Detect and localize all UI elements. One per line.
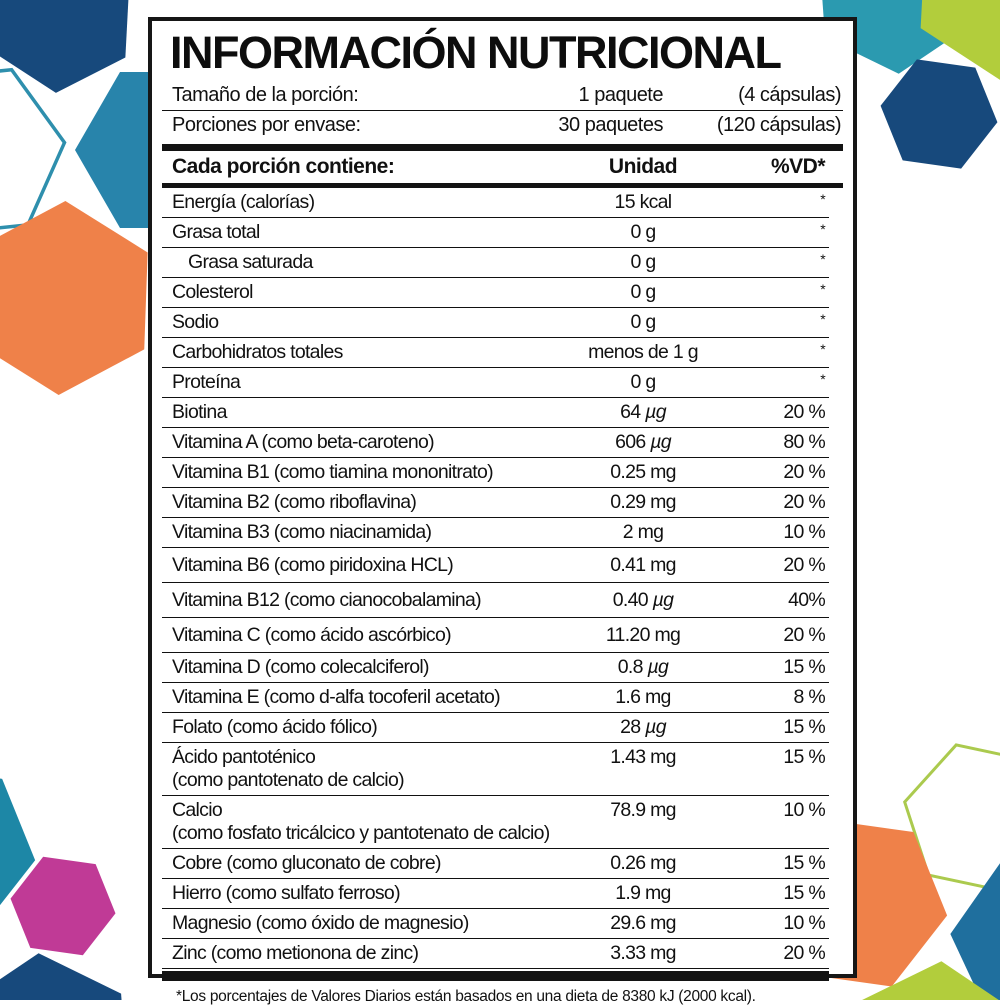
table-row — [162, 618, 829, 653]
nutrient-unit: µg — [650, 431, 671, 453]
nutrient-amount: 0 g — [630, 221, 656, 243]
nutrient-amount: 0.41 mg — [610, 553, 676, 576]
nutrient-unit: g — [687, 341, 698, 363]
nutrient-daily-value: 15 % — [783, 852, 825, 874]
nutrient-name: Vitamina C (como ácido ascórbico) — [172, 623, 451, 646]
nutrient-amount: 28 µg — [620, 716, 666, 738]
nutrient-name-second-line: (como fosfato tricálcico y pantotenato de calcio) — [172, 822, 550, 844]
nutrient-name: Vitamina B2 (como riboflavina) — [172, 491, 417, 513]
header-per-serving: Cada porción contiene: — [172, 155, 395, 178]
nutrient-name: Folato (como ácido fólico) — [172, 716, 378, 738]
nutrient-amount: menos de 1 g — [588, 341, 698, 363]
table-row — [162, 849, 829, 879]
nutrient-daily-value: 20 % — [783, 942, 825, 964]
nutrient-amount: 1.6 mg — [615, 686, 671, 708]
nutrient-amount: 1.43 mg — [610, 746, 676, 768]
servings-per-container-capsules: (120 cápsulas) — [716, 114, 841, 136]
nutrient-daily-value: * — [820, 281, 825, 297]
header-daily-value: %VD* — [770, 155, 825, 178]
nutrient-unit: mg — [645, 882, 671, 904]
serving-size-capsules: (4 cápsulas) — [738, 84, 841, 106]
nutrient-unit: mg — [650, 553, 676, 576]
nutrient-unit: g — [645, 311, 656, 333]
servings-per-container-row — [162, 111, 843, 140]
nutrient-name: Ácido pantoténico — [172, 746, 316, 768]
nutrient-unit: g — [645, 371, 656, 393]
hex-navy-bottom-left — [0, 948, 131, 1000]
nutrient-daily-value: 40% — [788, 588, 825, 611]
serving-size-qty: 1 paquete — [578, 84, 663, 106]
nutrient-name: Vitamina B6 (como piridoxina HCL) — [172, 553, 454, 576]
nutrient-unit: mg — [650, 852, 676, 874]
nutrient-daily-value: * — [820, 191, 825, 207]
nutrient-amount: 15 kcal — [614, 191, 672, 213]
hex-navy-top-right — [873, 55, 1000, 172]
nutrient-unit: mg — [637, 521, 664, 543]
nutrient-amount: 0.40 µg — [612, 588, 674, 611]
nutrient-name: Colesterol — [172, 281, 253, 303]
table-row — [162, 743, 829, 796]
nutrient-name: Proteína — [172, 371, 241, 393]
nutrient-unit: µg — [645, 716, 666, 738]
nutrient-unit: mg — [645, 686, 671, 708]
table-row — [162, 583, 829, 618]
nutrient-amount: 0 g — [630, 251, 656, 273]
nutrient-name: Grasa saturada — [188, 251, 313, 273]
nutrient-amount: 3.33 mg — [610, 942, 676, 964]
nutrient-daily-value: * — [820, 221, 825, 237]
nutrient-daily-value: 20 % — [783, 461, 825, 483]
nutrient-unit: mg — [650, 912, 676, 934]
nutrient-name: Biotina — [172, 401, 227, 423]
nutrient-daily-value: * — [820, 251, 825, 267]
nutrient-daily-value: 15 % — [783, 882, 825, 904]
nutrient-amount: 0.8 µg — [617, 656, 669, 678]
panel-title: INFORMACIÓN NUTRICIONAL — [170, 27, 781, 78]
nutrient-daily-value: 15 % — [783, 716, 825, 738]
nutrient-name: Vitamina B12 (como cianocobalamina) — [172, 588, 481, 611]
nutrient-name: Vitamina B3 (como niacinamida) — [172, 521, 432, 543]
nutrient-daily-value: 20 % — [783, 401, 825, 423]
nutrient-name: Cobre (como gluconato de cobre) — [172, 852, 441, 874]
nutrient-name: Energía (calorías) — [172, 191, 315, 213]
serving-info — [162, 81, 843, 140]
nutrient-unit: mg — [654, 623, 681, 646]
nutrient-name: Grasa total — [172, 221, 260, 243]
nutrient-name: Vitamina A (como beta-caroteno) — [172, 431, 434, 453]
table-row — [162, 713, 829, 743]
nutrient-amount: 64 µg — [620, 401, 666, 423]
nutrient-amount: 0.25 mg — [610, 461, 676, 483]
daily-value-footnote: *Los porcentajes de Valores Diarios están basados en una dieta de 8380 kJ (2000 kcal). — [176, 988, 756, 1005]
servings-per-container-qty: 30 paquetes — [558, 114, 663, 136]
nutrient-amount: 78.9 mg — [610, 799, 676, 821]
table-row — [162, 188, 829, 218]
nutrient-daily-value: 20 % — [783, 623, 825, 646]
nutrient-name: Calcio — [172, 799, 222, 821]
table-row — [162, 278, 829, 308]
nutrient-unit: mg — [650, 491, 676, 513]
table-row — [162, 248, 829, 278]
nutrient-unit: µg — [645, 401, 666, 423]
table-row — [162, 218, 829, 248]
nutrient-unit: µg — [652, 588, 674, 611]
nutrient-table — [162, 188, 829, 969]
nutrient-daily-value: 20 % — [783, 491, 825, 513]
nutrient-daily-value: 80 % — [783, 431, 825, 453]
nutrient-amount: 0 g — [630, 281, 656, 303]
nutrient-amount: 1.9 mg — [615, 882, 671, 904]
nutrient-unit: mg — [650, 942, 676, 964]
nutrient-amount: 0.26 mg — [610, 852, 676, 874]
table-row — [162, 683, 829, 713]
table-header-row — [162, 151, 829, 183]
nutrient-daily-value: * — [820, 311, 825, 327]
nutrient-daily-value: 10 % — [783, 912, 825, 934]
nutrient-name: Vitamina D (como colecalciferol) — [172, 656, 429, 678]
hex-orange-top-left — [0, 198, 149, 398]
nutrient-daily-value: 15 % — [783, 746, 825, 768]
table-row — [162, 909, 829, 939]
table-row — [162, 308, 829, 338]
nutrient-amount: 2 mg — [622, 521, 664, 543]
nutrient-unit: g — [645, 251, 656, 273]
nutrient-unit: g — [645, 221, 656, 243]
nutrient-amount: 606 µg — [615, 431, 671, 453]
nutrient-amount: 11.20 mg — [605, 623, 681, 646]
serving-size-label: Tamaño de la porción: — [172, 84, 359, 106]
table-row — [162, 653, 829, 683]
table-row — [162, 368, 829, 398]
table-row — [162, 879, 829, 909]
nutrient-amount: 0 g — [630, 311, 656, 333]
header-unit: Unidad — [608, 155, 678, 178]
nutrient-amount: 0 g — [630, 371, 656, 393]
nutrient-name-second-line: (como pantotenato de calcio) — [172, 769, 404, 791]
nutrient-unit: mg — [650, 461, 676, 483]
nutrient-unit: g — [645, 281, 656, 303]
nutrient-unit: µg — [647, 656, 669, 678]
serving-size-row — [162, 81, 843, 111]
nutrient-amount: 0.29 mg — [610, 491, 676, 513]
divider-thick-bottom — [162, 971, 829, 981]
table-row — [162, 796, 829, 849]
nutrient-name: Hierro (como sulfato ferroso) — [172, 882, 400, 904]
nutrient-name: Carbohidratos totales — [172, 341, 343, 363]
table-row — [162, 428, 829, 458]
table-row — [162, 548, 829, 583]
nutrient-name: Vitamina E (como d-alfa tocoferil acetato) — [172, 686, 500, 708]
nutrient-daily-value: * — [820, 371, 825, 387]
table-row — [162, 458, 829, 488]
nutrient-name: Vitamina B1 (como tiamina mononitrato) — [172, 461, 493, 483]
nutrient-daily-value: * — [820, 341, 825, 357]
nutrient-daily-value: 10 % — [783, 521, 825, 543]
table-row — [162, 488, 829, 518]
nutrition-facts-panel — [148, 17, 857, 1005]
nutrient-name: Magnesio (como óxido de magnesio) — [172, 912, 469, 934]
nutrient-name: Zinc (como metionona de zinc) — [172, 942, 419, 964]
table-row — [162, 518, 829, 548]
nutrient-amount: 29.6 mg — [610, 912, 676, 934]
nutrient-daily-value: 10 % — [783, 799, 825, 821]
nutrient-unit: mg — [650, 799, 676, 821]
table-row — [162, 398, 829, 428]
nutrient-unit: kcal — [639, 191, 672, 213]
nutrient-daily-value: 8 % — [793, 686, 825, 708]
table-row — [162, 939, 829, 969]
nutrient-name: Sodio — [172, 311, 219, 333]
divider-thick-top — [162, 144, 843, 151]
servings-per-container-label: Porciones por envase: — [172, 114, 361, 136]
table-row — [162, 338, 829, 368]
nutrient-daily-value: 15 % — [783, 656, 825, 678]
nutrient-unit: mg — [650, 746, 676, 768]
nutrient-daily-value: 20 % — [783, 553, 825, 576]
